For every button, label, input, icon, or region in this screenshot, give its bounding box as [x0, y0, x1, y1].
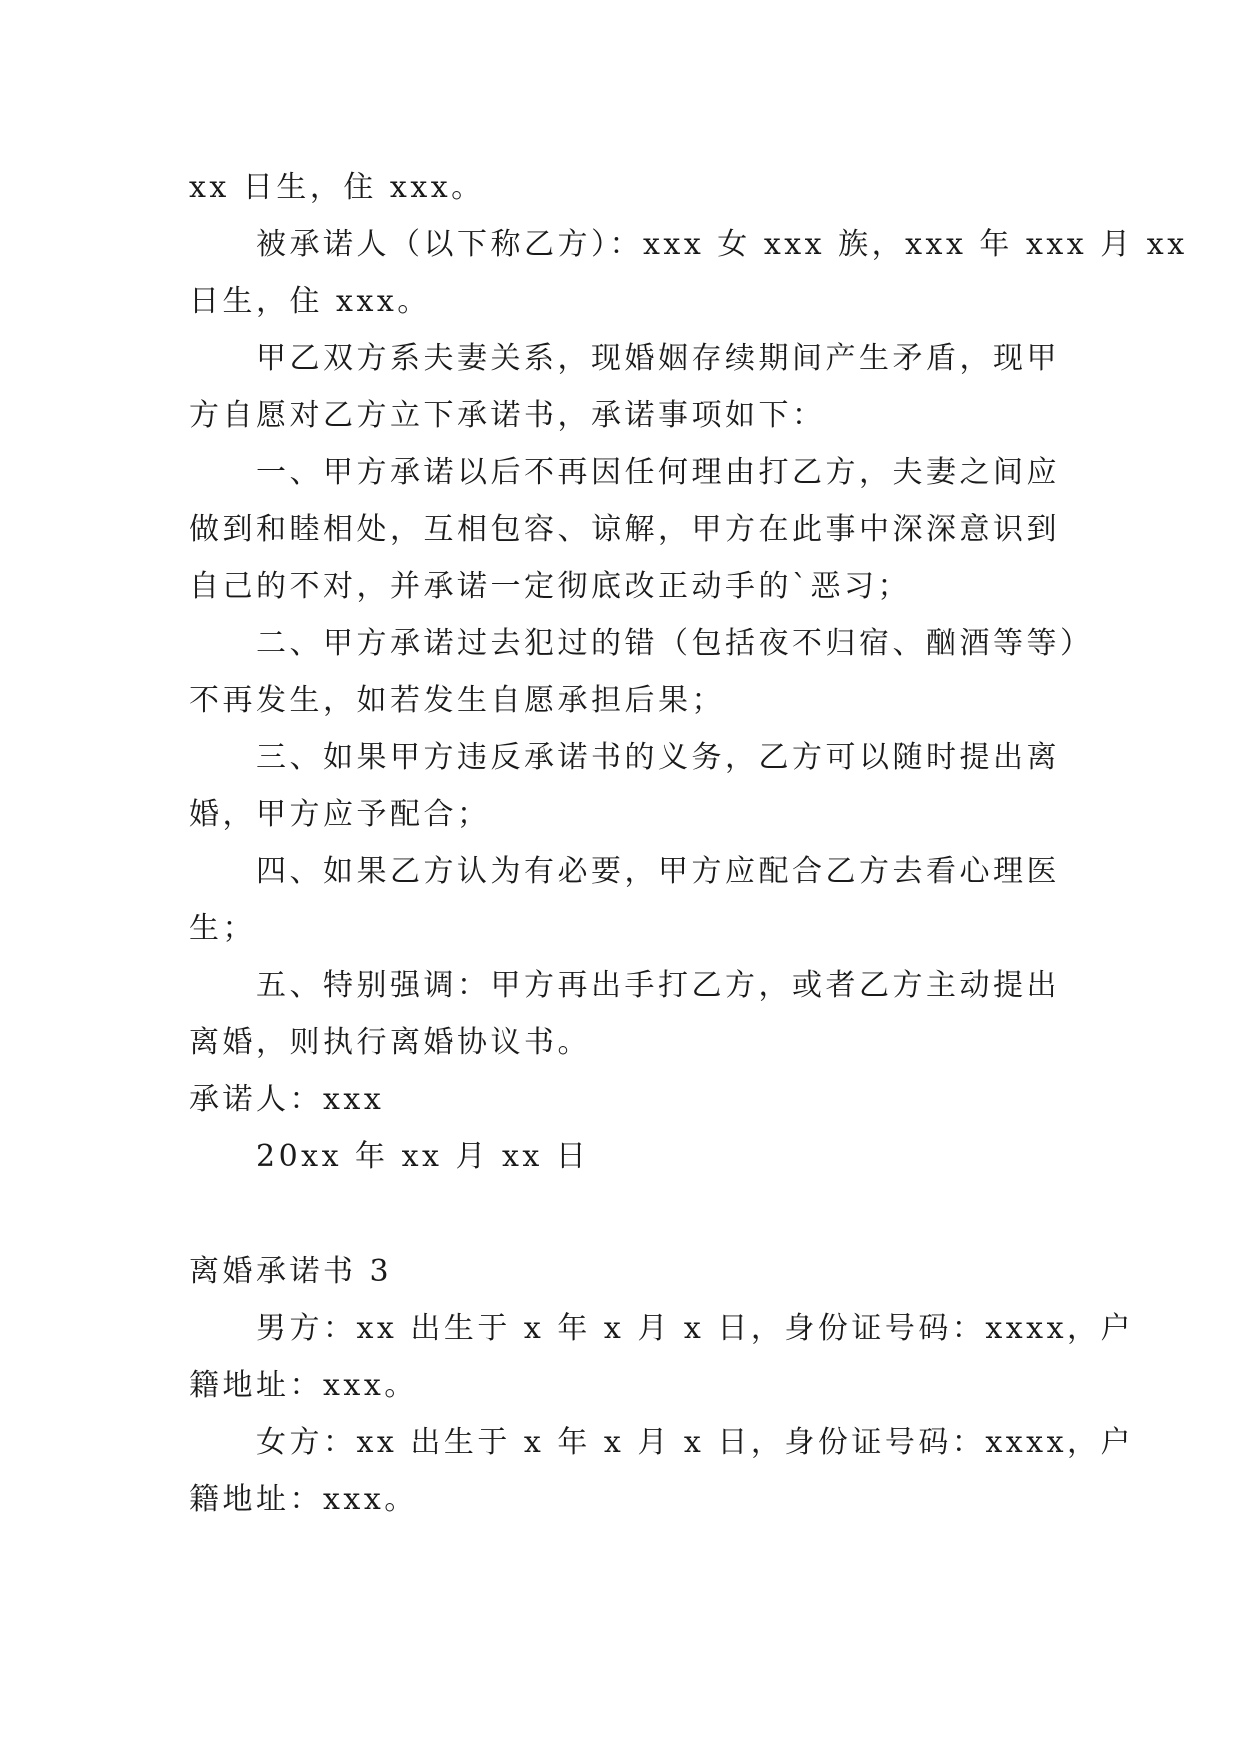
- text-line-birth-residence-2: 日生，住 xxx。: [189, 284, 431, 319]
- text-line-item-1: 一、甲方承诺以后不再因任何理由打乙方，夫妻之间应: [256, 455, 1060, 490]
- text-line-item-3: 三、如果甲方违反承诺书的义务，乙方可以随时提出离: [256, 740, 1060, 775]
- text-line-item-3-cont: 婚，甲方应予配合；: [189, 797, 491, 832]
- text-line-item-4: 四、如果乙方认为有必要，甲方应配合乙方去看心理医: [256, 854, 1060, 889]
- text-line-female-address: 籍地址：xxx。: [189, 1482, 418, 1517]
- text-line-item-5: 五、特别强调：甲方再出手打乙方，或者乙方主动提出: [256, 968, 1060, 1003]
- signature-promisor: 承诺人：xxx: [189, 1082, 385, 1117]
- text-line-relationship: 甲乙双方系夫妻关系，现婚姻存续期间产生矛盾，现甲: [256, 341, 1060, 376]
- text-line-female-party: 女方：xx 出生于 x 年 x 月 x 日，身份证号码：xxxx，户: [256, 1425, 1135, 1460]
- text-line-item-1-cont-b: 自己的不对，并承诺一定彻底改正动手的`恶习；: [189, 569, 911, 604]
- text-line-birth-residence-1: xx 日生，住 xxx。: [189, 170, 485, 205]
- text-line-item-2: 二、甲方承诺过去犯过的错（包括夜不归宿、酗酒等等）: [256, 626, 1094, 661]
- section-heading: 离婚承诺书 3: [189, 1254, 393, 1289]
- text-line-promisee: 被承诺人（以下称乙方）：xxx 女 xxx 族，xxx 年 xxx 月 xx: [256, 227, 1188, 262]
- text-line-relationship-cont: 方自愿对乙方立下承诺书，承诺事项如下：: [189, 398, 826, 433]
- text-line-item-1-cont-a: 做到和睦相处，互相包容、谅解，甲方在此事中深深意识到: [189, 512, 1060, 547]
- signature-date: 20xx 年 xx 月 xx 日: [256, 1139, 590, 1174]
- text-line-item-5-cont: 离婚，则执行离婚协议书。: [189, 1025, 591, 1060]
- text-line-male-party: 男方：xx 出生于 x 年 x 月 x 日，身份证号码：xxxx，户: [256, 1311, 1135, 1346]
- text-line-item-2-cont: 不再发生，如若发生自愿承担后果；: [189, 683, 725, 718]
- text-line-male-address: 籍地址：xxx。: [189, 1368, 418, 1403]
- text-line-item-4-cont: 生；: [189, 911, 256, 946]
